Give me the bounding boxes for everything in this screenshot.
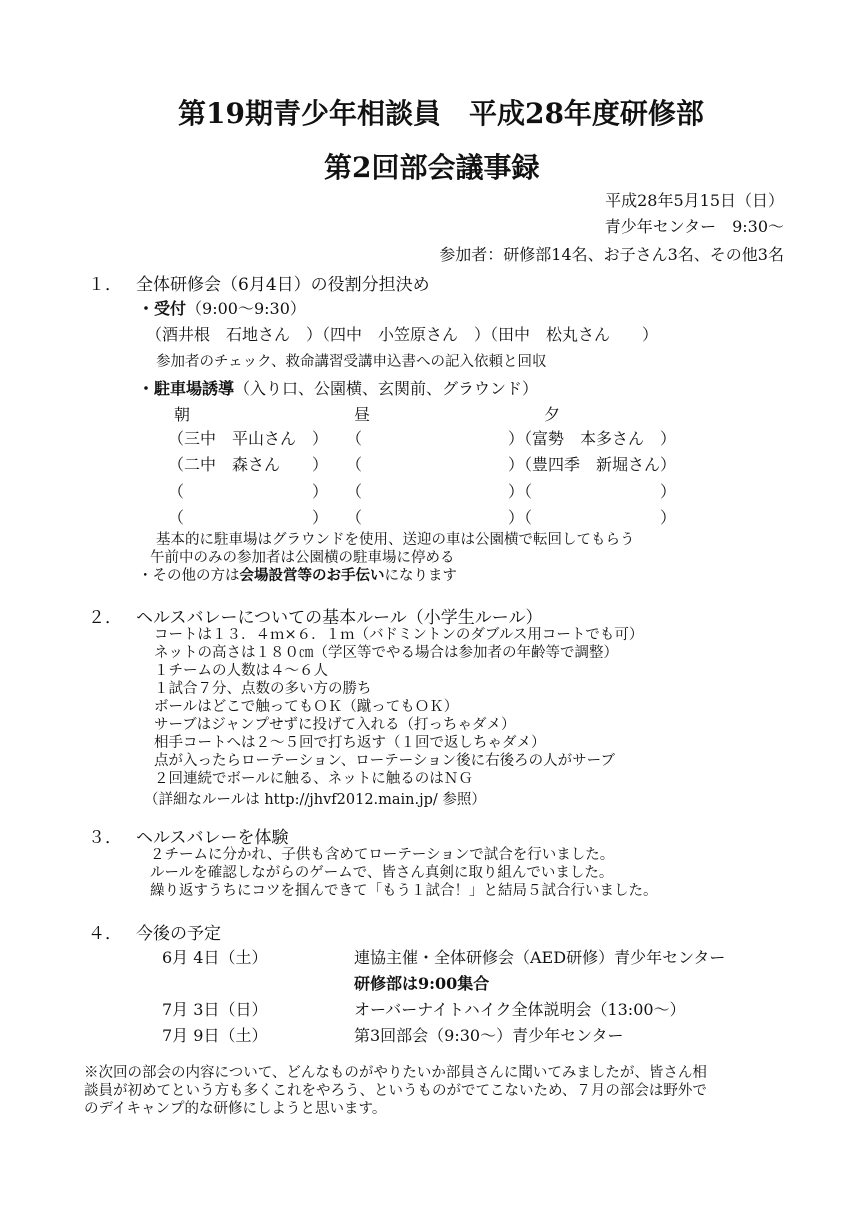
parking-row (168, 477, 688, 504)
parking-cell: ）（豊四季 新堀さん） (508, 455, 677, 475)
others-suffix: になります (384, 568, 457, 584)
rule-item: 点が入ったらローテーション、ローテーション後に右後ろの人がサーブ (154, 753, 615, 769)
report-line: ルールを確認しながらのゲームで、皆さん真剣に取り組んでいました。 (150, 865, 614, 881)
section-4-number: ４． (88, 924, 122, 944)
section-3-number: ３． (88, 828, 122, 848)
parking-cell: ）（ ） (508, 508, 677, 528)
others-prefix: ・その他の方は (138, 568, 240, 584)
schedule-desc-bold: 研修部は9:00集合 (354, 974, 490, 993)
section-2-number: ２． (88, 608, 122, 628)
footnote-line: ※次回の部会の内容について、どんなものがやりたいか部員さんに聞いてみましたが、皆さん相 (84, 1065, 707, 1081)
report-line: 繰り返すうちにコツを掴んできて「もう１試合！」と結局５試合行いました。 (150, 883, 658, 899)
report-line: ２チームに分かれ、子供も含めてローテーションで試合を行いました。 (150, 847, 615, 863)
experience-report (150, 846, 658, 900)
parking-header-noon: 昼 (354, 405, 371, 424)
rule-item: ネットの高さは１８０㎝（学区等でやる場合は参加者の年齢等で調整） (154, 645, 618, 661)
parking-header-morning: 朝 (174, 405, 191, 424)
schedule-desc: オーバーナイトハイク全体説明会（13:00～） (354, 1000, 686, 1019)
reception-heading (138, 296, 306, 319)
parking-places: （入り口、公園横、玄関前、グラウンド） (234, 379, 539, 398)
reception-note: 参加者のチェック、救命講習受講申込書への記入依頼と回収 (156, 354, 547, 370)
parking-cell: （ (346, 455, 363, 475)
parking-cell: （ (346, 428, 363, 448)
meeting-place-time: 青少年センター 9:30～ (604, 217, 784, 236)
parking-cell: （ ） (168, 481, 329, 501)
rule-item: １チームの人数は４～６人 (154, 663, 328, 679)
rule-item: ２回連続でボールに触る、ネットに触るのはＮＧ (154, 771, 473, 787)
parking-cell: （ ） (168, 508, 329, 528)
parking-cell: （二中 森さん ） (168, 455, 329, 475)
parking-cell: （ (346, 481, 363, 501)
schedule-desc: 連協主催・全体研修会（AED研修）青少年センター (354, 948, 726, 967)
participants: 参加者：研修部14名、お子さん3名、その他3名 (439, 245, 784, 264)
parking-heading (138, 376, 538, 399)
schedule-date: 7月 9日（土） (162, 1026, 268, 1045)
meeting-date: 平成28年5月15日（日） (605, 191, 784, 210)
others-bold: 会場設営等のお手伝い (239, 567, 385, 584)
section-1-number: １． (88, 275, 122, 295)
rule-item: コートは１３．４ｍ×６．１ｍ（バドミントンのダブルス用コートでも可） (154, 627, 644, 643)
section-2-title: ヘルスバレーについての基本ルール（小学生ルール） (136, 608, 543, 628)
rule-item: １試合７分、点数の多い方の勝ち (154, 681, 372, 697)
section-1-title: 全体研修会（6月4日）の役割分担決め (136, 275, 430, 295)
parking-label: ・駐車場誘導 (138, 379, 235, 398)
footnote (84, 1064, 707, 1118)
parking-header-evening: 夕 (544, 405, 561, 424)
reception-label: ・受付 (138, 299, 187, 318)
parking-cell: ）（ ） (508, 481, 677, 501)
parking-row (168, 504, 688, 531)
section-4-title: 今後の予定 (136, 924, 221, 944)
parking-cell: （三中 平山さん ） (168, 428, 329, 448)
parking-row (168, 451, 688, 478)
footnote-line: 談員が初めてという方も多くこれをやろう、というものがでてこないため、７月の部会は野外で (84, 1083, 707, 1099)
rule-item: ボールはどこで触ってもＯＫ（蹴ってもＯＫ） (154, 699, 459, 715)
section-3-title: ヘルスバレーを体験 (136, 828, 289, 848)
parking-cell: （ (346, 508, 363, 528)
footnote-line: のデイキャンプ的な研修にしようと思います。 (84, 1101, 387, 1117)
reception-time: （9:00～9:30） (186, 299, 306, 318)
rules-reference: （詳細なルールは http://jhvf2012.main.jp/ 参照） (144, 792, 486, 808)
parking-table (168, 424, 688, 530)
reception-members: （酒井根 石地さん ）（四中 小笠原さん ）（田中 松丸さん ） (146, 325, 659, 344)
parking-row (168, 424, 688, 451)
schedule-date: 6月 4日（土） (162, 948, 268, 967)
rules-list (154, 626, 643, 788)
others-note (138, 564, 457, 585)
rule-item: サーブはジャンプせずに投げて入れる（打っちゃダメ） (154, 717, 516, 733)
parking-cell: ）（富勢 本多さん ） (508, 428, 677, 448)
parking-note-2: 午前中のみの参加者は公園横の駐車場に停める (150, 550, 455, 566)
document-title: 第19期青少年相談員 平成28年度研修部 (178, 97, 704, 130)
rule-item: 相手コートへは２～５回で打ち返す（１回で返しちゃダメ） (154, 735, 546, 751)
parking-note-1: 基本的に駐車場はグラウンドを使用、送迎の車は公園横で転回してもらう (156, 532, 635, 548)
document-subtitle: 第2回部会議事録 (324, 151, 540, 184)
schedule-date: 7月 3日（日） (162, 1000, 268, 1019)
schedule-desc: 第3回部会（9:30～）青少年センター (354, 1026, 624, 1045)
